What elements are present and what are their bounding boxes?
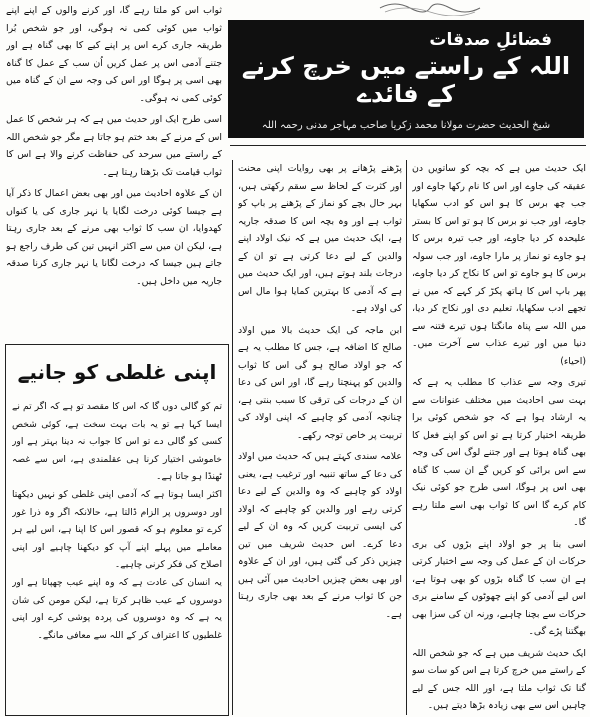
paragraph: ایک حدیث شریف میں ہے کہ جو شخص اللہ کے راستے میں خرچ کرتا ہے اس کو سات سو گنا تک ثواب ملتا ہے، اور اللہ جس کے لیے چاہیں اس سے بھی زیادہ بڑھا دیتے ہیں۔ (412, 647, 586, 711)
sidebar-text (12, 398, 222, 710)
paragraph: اسی بنا پر جو اولاد اپنے بڑوں کی بری حرکات ان کے عمل کی وجہ سے اختیار کرتی ہے ان سب کا گناہ بڑوں کو بھی ہوتا ہے، اس لیے آدمی کو اپنے چھوٹوں کے سامنے بری حرکات سے بچنا چاہیے، ورنہ ان کی سزا بھی بھگتنا پڑے گی۔ (412, 538, 586, 637)
series-title: فضائلِ صدقات (429, 30, 552, 50)
article-title: اللہ کے راستے میں خرچ کرنے کے فائدے (241, 52, 571, 108)
paragraph: ثواب اس کو ملتا رہے گا، اور کرنے والوں کے اپنے اپنے ثواب میں کوئی کمی نہ ہوگی، اور جو شخص بُرا طریقہ جاری کرے اس پر اپنے کیے کا بھی گناہ ہے اور جتنے آدمی اس پر عمل کریں اُن سب کے عمل کا گناہ بھی اسی پر ہوگا اور اس کی وجہ سے ان کے گناہ میں کوئی کمی نہ ہوگی۔ (6, 5, 222, 104)
paragraph: علامہ سندی کہتے ہیں کہ حدیث میں اولاد کی دعا کے ساتھ تنبیہ اور ترغیب ہے، یعنی اولاد کو چاہیے کہ وہ والدین کے لیے دعا کرتی رہے اور والدین کو چاہیے کہ اولاد کی ایسی تربیت کریں کہ وہ ان کے لیے دعا کرے۔ اس حدیث شریف میں تین چیزیں ذکر کی گئی ہیں، اور ان کے علاوہ اور بھی بعض چیزیں احادیث میں آئی ہیں جن کا ثواب مرنے کے بعد بھی جاری رہتا ہے۔ (238, 451, 402, 620)
right-column (412, 160, 586, 715)
article-header (228, 20, 584, 138)
paragraph: ان کے علاوہ احادیث میں اور بھی بعض اعمال کا ذکر آیا ہے جیسا کوئی درخت لگایا یا نہر جاری کی یا کنواں کھدوایا، ان سب کا ثواب بھی مرنے کے بعد جاری رہتا ہے، لیکن ان میں سے اکثر انہیں تین کی طرف راجع ہو جاتے ہیں جیسا کہ درخت لگانا یا نہر جاری کرنا صدقہ جاریہ میں داخل ہیں۔ (6, 188, 222, 287)
paragraph: اسی طرح ایک اور حدیث میں ہے کہ ہر شخص کا عمل اس کے مرنے کے بعد ختم ہو جاتا ہے مگر جو شخص اللہ کے راستے میں سرحد کی حفاظت کرنے والا ہے اس کا ثواب قیامت تک بڑھتا رہتا ہے۔ (6, 114, 222, 178)
column-divider (406, 160, 407, 715)
paragraph: یہ انسان کی عادت ہے کہ وہ اپنے عیب چھپاتا ہے اور دوسروں کے عیب ظاہر کرتا ہے، لیکن مومن کی شان یہ ہے کہ وہ دوسروں کی پردہ پوشی کرے اور اپنی غلطیوں کا اعتراف کر کے اللہ سے معافی مانگے۔ (12, 576, 222, 641)
middle-column (238, 160, 402, 715)
paragraph: تیری وجہ سے عذاب کا مطلب یہ ہے کہ بہت سی احادیث میں مختلف عنوانات سے یہ ارشاد ہوا ہے کہ جو شخص کوئی برا طریقہ اختیار کرتا ہے تو اس کو اپنے فعل کا بھی گناہ ہوتا ہے اور جتنے لوگ اس کی وجہ سے اس برائی کو کریں گے ان سب کا گناہ بھی اس پر ہوگا، اسی طرح جو کوئی نیک کام کرے گا اس کا ثواب بھی اسے ملتا رہے گا۔ (412, 377, 586, 528)
paragraph: پڑھنے پڑھانے پر بھی روایات اپنی محنت اور کثرت کے لحاظ سے سقم رکھتی ہیں، بہر حال بچے کو نماز کے پڑھنے پر باپ کو ثواب ہے اور وہ بچہ اس کا صدقہ جاریہ ہے، ایک حدیث میں ہے کہ نیک اولاد اپنے والدین کے لیے دعا کرتی ہے تو ان کے درجات بلند ہوتے ہیں، اور ایک حدیث میں ہے کہ آدمی کا بہترین کمایا ہوا مال اس کی اولاد ہے۔ (238, 163, 402, 314)
paragraph: تم کو گالی دوں گا کہ اس کا مقصد تو ہے کہ اگر تم نے ایسا کہا ہے تو یہ بات بہت سخت ہے، کوئی شخص کسی کو گالی دے تو اس کا جواب نہ دینا بہتر ہے اور خاموشی اختیار کرنا ہی عقلمندی ہے، اس سے غصہ ٹھنڈا ہو جاتا ہے۔ (12, 401, 222, 483)
column-divider (232, 160, 233, 715)
paragraph: ایک حدیث میں ہے کہ بچہ کو ساتویں دن عقیقہ کی جاوے اور اس کا نام رکھا جاوے اور جب چھ برس کا ہو اس کو ادب سکھایا جاوے، اور جب نو برس کا ہو تو اس کا بستر علیحدہ کر دیا جاوے، اور جب تیرہ برس کا ہو جاوے تو نماز پر مارا جاوے، اور جب سولہ برس کا ہو جاوے تو اس کا نکاح کر دیا جاوے، پھر باپ اس کا ہاتھ پکڑ کر کہے کہ میں نے تجھے ادب سکھایا، تعلیم دی اور نکاح کر دیا، میں اللہ سے پناہ مانگتا ہوں تیرے فتنہ سے دنیا میں اور تیرے عذاب سے آخرت میں۔ (احیاء) (412, 163, 586, 367)
section-divider (230, 145, 586, 146)
ornament-icon (375, 0, 485, 16)
paragraph: ابن ماجہ کی ایک حدیث بالا میں اولاد صالح کا اضافہ ہے، جس کا مطلب یہ ہے کہ جو اولاد صالح ہو گی اس کا ثواب والدین کو پہنچتا رہے گا، اور اس کی دعا ان کے درجات کی ترقی کا سبب بنتی ہے، چنانچہ آدمی کو چاہیے کہ اپنی اولاد کی تربیت پر خاص توجہ رکھے۔ (238, 324, 402, 441)
paragraph: اکثر ایسا ہوتا ہے کہ آدمی اپنی غلطی کو نہیں دیکھتا اور دوسروں پر الزام ڈالتا ہے، حالانکہ اگر وہ ذرا غور کرے تو معلوم ہو کہ قصور اس کا اپنا ہے، اس لیے ہر معاملے میں پہلے اپنے آپ کو دیکھنا چاہیے اور اپنی اصلاح کی فکر کرنی چاہیے۔ (12, 488, 222, 571)
left-column (6, 2, 222, 338)
author-byline: شیخ الحدیث حضرت مولانا محمد زکریا صاحب مہاجر مدنی رحمہ اللہ (261, 120, 551, 131)
sidebar-title: اپنی غلطی کو جانیے (17, 360, 217, 384)
